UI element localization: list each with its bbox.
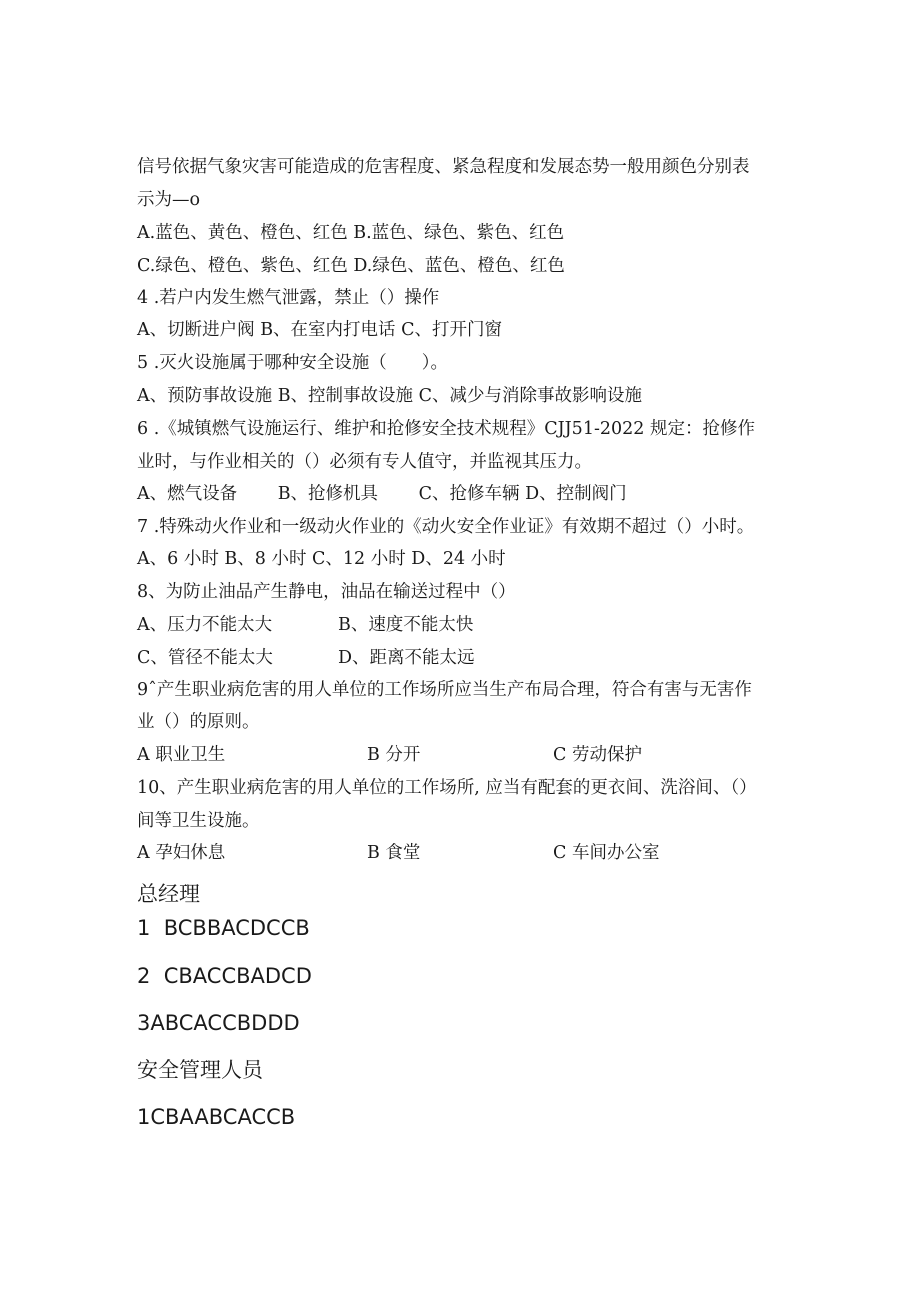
q3-options-line1: A.蓝色、黄色、橙色、红色 B.蓝色、绿色、紫色、红色: [137, 223, 565, 243]
q5-stem: 5 .灭火设施属于哪种安全设施（ ）。: [137, 353, 449, 373]
q7-options: A、6 小时 B、8 小时 C、12 小时 D、24 小时: [137, 549, 506, 569]
general-manager-answers-row2: 2 CBACCBADCD: [137, 964, 312, 988]
q6-stem-line2: 业时，与作业相关的（）必须有专人值守，并监视其压力。: [137, 452, 592, 472]
safety-manager-answers-row1: 1CBAABCACCB: [137, 1105, 296, 1129]
q10-option-c: C 车间办公室: [553, 843, 660, 863]
q7-stem: 7 .特殊动火作业和一级动火作业的《动火安全作业证》有效期不超过（）小时。: [137, 517, 755, 537]
q3-stem-line1: 信号依据气象灾害可能造成的危害程度、紧急程度和发展态势一般用颜色分别表: [137, 157, 750, 177]
q6-stem-line1: 6 .《城镇燃气设施运行、维护和抢修安全技术规程》CJJ51-2022 规定：抢修作: [137, 419, 755, 439]
q5-options: A、预防事故设施 B、控制事故设施 C、减少与消除事故影响设施: [137, 386, 643, 406]
q10-stem-line1: 10、产生职业病危害的用人单位的工作场所, 应当有配套的更衣间、洗浴间、（）: [137, 778, 757, 798]
q9-option-a: A 职业卫生: [137, 745, 226, 765]
q8-option-b: B、速度不能太快: [338, 615, 474, 635]
q3-options-line2: C.绿色、橙色、紫色、红色 D.绿色、蓝色、橙色、红色: [137, 256, 565, 276]
safety-manager-heading: 安全管理人员: [137, 1058, 263, 1082]
q8-option-a: A、压力不能太大: [137, 615, 273, 635]
general-manager-heading: 总经理: [137, 882, 200, 906]
q9-stem-line2: 业（）的原则。: [137, 712, 260, 732]
q4-stem: 4 .若户内发生燃气泄露，禁止（）操作: [137, 288, 440, 308]
general-manager-answers-row3: 3ABCACCBDDD: [137, 1011, 300, 1035]
q3-stem-line2: 示为—o: [137, 190, 201, 210]
q6-options: A、燃气设备 B、抢修机具 C、抢修车辆 D、控制阀门: [137, 484, 627, 504]
q9-option-c: C 劳动保护: [553, 745, 642, 765]
q9-stem-line1: 9ˆ产生职业病危害的用人单位的工作场所应当生产布局合理，符合有害与无害作: [137, 680, 752, 700]
q10-option-a: A 孕妇休息: [137, 843, 226, 863]
q8-option-c: C、管径不能太大: [137, 648, 273, 668]
q8-stem: 8、为防止油品产生静电，油品在输送过程中（）: [137, 582, 516, 602]
q8-option-d: D、距离不能太远: [338, 648, 475, 668]
q10-stem-line2: 间等卫生设施。: [137, 811, 260, 831]
q9-option-b: B 分开: [367, 745, 421, 765]
general-manager-answers-row1: 1 BCBBACDCCB: [137, 916, 310, 940]
q10-option-b: B 食堂: [367, 843, 421, 863]
q4-options: A、切断进户阀 B、在室内打电话 C、打开门窗: [137, 320, 503, 340]
